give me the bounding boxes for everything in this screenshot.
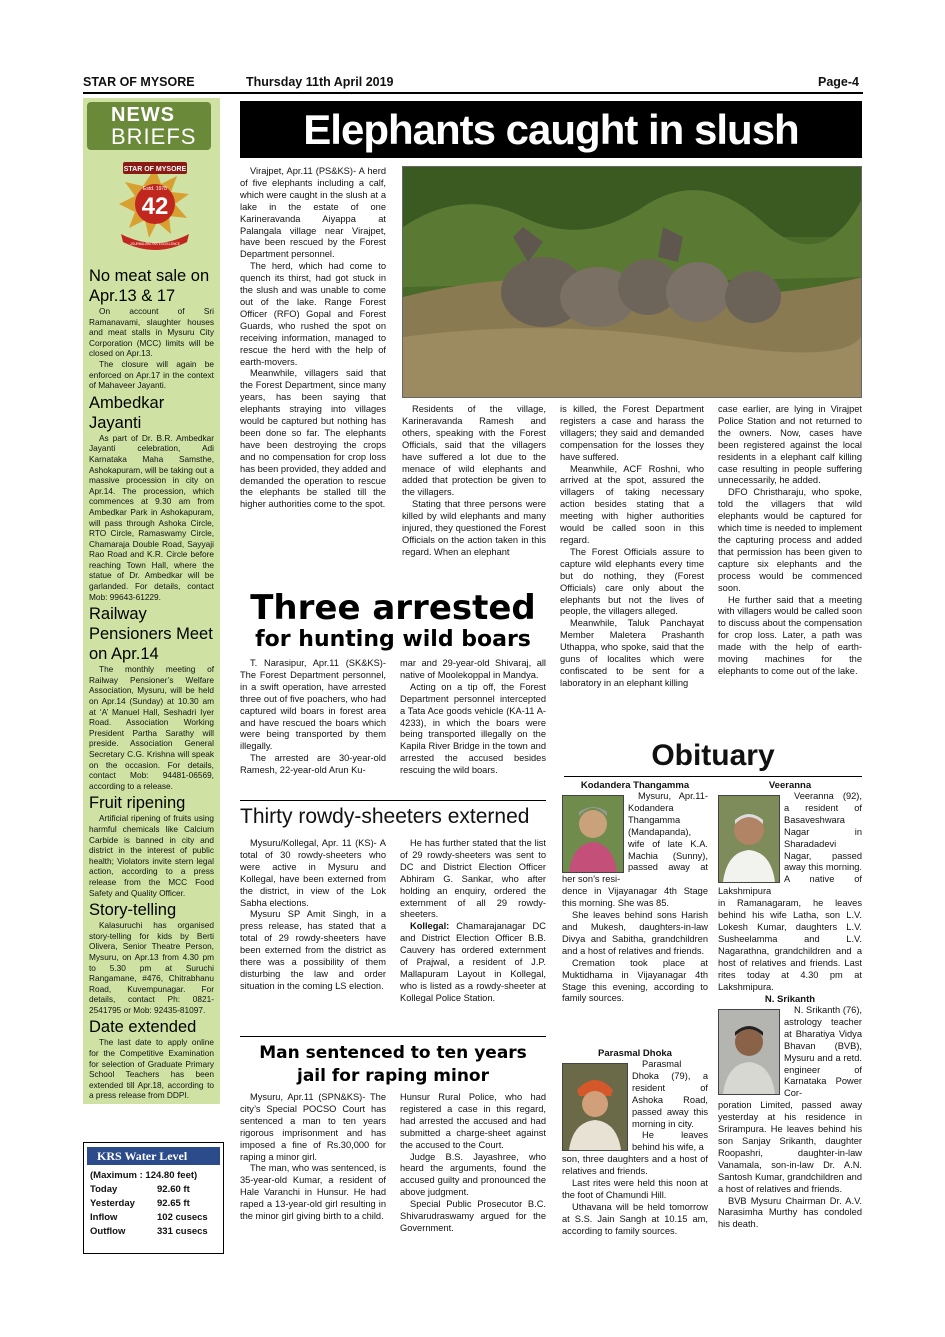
- obit-name: Kodandera Thangamma: [580, 780, 690, 791]
- rowdy-col-1: [240, 838, 386, 993]
- article-text: The herd, which had come to quench its thirst, had got stuck in the slush and was unable to come out of the lake. Range Forest Officer (RFO) Gopal and Forest Guards, who rushed the spot on receiving information, managed to rescue the herd with the help of earth-movers.: [240, 261, 386, 367]
- article-text: Hunsur Rural Police, who had registered a case in this regard, had arrested the accused and had submitted a charge-sheet against the accused to the Court.: [400, 1092, 546, 1150]
- obit-text: son, three daughters and a host of relatives and friends.: [562, 1154, 708, 1177]
- article-text: The arrested are 30-year-old Ramesh, 22-year-old Arun Ku-: [240, 753, 386, 776]
- arrest-col-2: [400, 658, 546, 777]
- article-text: Mysuru, Apr.11 (SPN&KS)- The city’s Special POCSO Court has sentenced a man to ten years rigorous imprisonment and has imposed a fine of Rs.30,000 for raping a minor girl.: [240, 1092, 386, 1162]
- issue-date: Thursday 11th April 2019: [246, 75, 394, 89]
- brief-railway: [83, 604, 220, 791]
- article-text: Special Public Prosecutor B.C. Shivarudraswamy argued for the Government.: [400, 1199, 546, 1233]
- obit-name: N. Srikanth: [764, 994, 816, 1005]
- brief-text: The closure will again be enforced on Apr.17 in the context of Mahaveer Jayanti.: [89, 358, 214, 391]
- krs-label: Inflow: [90, 1212, 118, 1223]
- obituary-title: Obituary: [651, 739, 775, 772]
- kodandera-photo: [562, 795, 624, 873]
- obit-text: She leaves behind sons Harish and Mukesh, daughters-in-law Divya and Sabitha, grandchildren and a host of relatives and friends.: [562, 910, 708, 956]
- kollegal-text: Chamarajanagar DC and District Election Officer B.B. Cauvery has ordered externment of Prajwal, a resident of J.P. Mallapuram Layout in Kollegal, who is listed as a rowdy-sheeter at Kollegal Police Station.: [400, 921, 546, 1003]
- person-portrait-icon: [563, 1064, 627, 1150]
- star-of-mysore-42-logo: [115, 160, 195, 256]
- brief-ambedkar: [83, 393, 220, 603]
- divider: [564, 776, 862, 777]
- obit-text: Uthavana will be held tomorrow at S.S. Jain Sangh at 10.15 am, according to family sources.: [562, 1201, 708, 1236]
- brief-text: The monthly meeting of Railway Pensioner’s Welfare Association, Mysuru, will be held on Apr.14 (Sunday) at 10.30 am at ‘A’ Manuel Hall, Seshadri Iyer Road. Association Working President Partha Sarathy will preside. Association General Secretary C.G. Krishna will speak on the occasion. For details, contact Mob: 94481-06569, according to a release.: [89, 664, 214, 791]
- article-text: Acting on a tip off, the Forest Department personnel intercepted a Tata Ace goods vehicle (KA-11 A-4233), in which the boars were being transported illegally on the Kapila River Bridge in the town and arrested the accused besides rescuing the wild boars.: [400, 681, 546, 776]
- elephant-col-1: [240, 166, 386, 511]
- obit-text: Last rites were held this noon at the foot of Chamundi Hill.: [562, 1178, 708, 1200]
- obit-srikanth: [718, 994, 862, 1231]
- minor-subheadline: jail for raping minor: [297, 1066, 489, 1086]
- article-text: Meanwhile, villagers said that the Forest Department, since many years, has been saying that elephants straying into villages would be captured but nothing has been done so far. The elephants have been destroying the crops and no compensation for crop loss has been provided, they added and demanded the operation to rescue the elephants be stalled till the higher authorities come to the spot.: [240, 368, 386, 510]
- article-text: The Forest Officials assure to capture wild elephants every time but do nothing, they (Forest Officials) care only about the elephants but not the lives of people, the villagers alleged.: [560, 546, 704, 617]
- page-number: Page-4: [818, 75, 859, 89]
- article-text: Meanwhile, Taluk Panchayat Member Maletera Prashanth Uthappa, who spoke, said that the guns of localites which were confiscated to be sent for a laboratory in an elephant killing: [560, 618, 704, 688]
- obit-veeranna: [718, 780, 862, 993]
- article-text: T. Narasipur, Apr.11 (SK&KS)- The Forest Department personnel, in a swift operation, have arrested three out of five poachers, who had captured wild boars in forest area and have rescued the boars which were being transported by them illegally.: [240, 658, 386, 752]
- elephants-photo: [402, 166, 862, 398]
- article-text: The man, who was sentenced, is 35-year-old Kumar, a resident of Hale Varanchi in Hunsur. He had raped a 13-year-old girl resulting in the minor girl giving birth to a child.: [240, 1163, 386, 1222]
- obit-text: He leaves behind his wife, a: [632, 1130, 708, 1153]
- brief-date: [83, 1017, 220, 1101]
- arrest-subheadline: for hunting wild boars: [255, 627, 531, 652]
- article-text: DFO Christharaju, who spoke, told the villagers that wild elephants would be captured for which time is needed to implement the capturing process and added that permission has been given to capture six elephants and the process would be commenced soon.: [718, 487, 862, 593]
- divider: [240, 800, 546, 801]
- obit-text: Veeranna (92), a resident of Basaveshwara Nagar in Sharadadevi Nagar, passed away this morning. A native of Lakshmipura: [718, 791, 862, 897]
- krs-water-level-box: [83, 1142, 224, 1254]
- header-rule: [83, 92, 863, 94]
- brief-title: Story-telling: [89, 901, 177, 920]
- minor-col-2: [400, 1092, 546, 1235]
- rowdy-col-2: [400, 838, 546, 1005]
- article-text: Virajpet, Apr.11 (PS&KS)- A herd of five elephants including a calf, which were caught in the slush at a lake in the estate of one Karineravanda Aiyappa at Palangala village near Virajpet, have been rescued by the Forest Department personnel.: [240, 166, 386, 260]
- obit-text: in Ramanagaram, he leaves behind his wife Latha, son L.V. Lokesh Kumar, daughters L.V. Susheelamma and L.V. Nagarathna, grandchildren and a host of relatives and friends. Last rites today at 4.30 pm at Lakshmipura.: [718, 898, 862, 992]
- obit-text: Mysuru, Apr.11- Kodandera Thangamma (Mandapanda), wife of late K.A. Machia (Sunny), passed away at her son’s resi-: [562, 791, 708, 885]
- brief-fruit: [83, 793, 220, 898]
- article-text: mar and 29-year-old Shivaraj, all native of Moolekoppal in Mandya.: [400, 658, 546, 680]
- article-text: case earlier, are lying in Virajpet Police Station and not returned to the owners. Now, cases have been registered against the local residents in a elephant calf killing case resulting in people suffering unnecessarily, he added.: [718, 404, 862, 486]
- krs-value: 92.60 ft: [157, 1184, 190, 1195]
- article-text: [400, 921, 546, 1004]
- news-briefs-badge: [87, 102, 211, 150]
- article-text: Mysuru SP Amit Singh, in a press release, has stated that a total of 29 rowdy-sheeters have been externed from the district as there was a possibility of them disturbing the law and order situation in the coming LS election.: [240, 909, 386, 991]
- brief-no-meat: [83, 266, 220, 391]
- logo-bottom-text: JOURNALISM PAR EXCELLENCE: [130, 242, 180, 246]
- brief-text: The last date to apply online for the Competitive Examination for selection of Graduate Primary School Teachers has been extended till Apr.18, according to a press release from DDPI.: [89, 1037, 214, 1101]
- krs-value: 102 cusecs: [157, 1212, 208, 1223]
- brief-title: Date extended: [89, 1018, 197, 1037]
- main-headline: Elephants caught in slush: [240, 101, 862, 158]
- obit-text: Parasmal Dhoka (79), a resident of Ashoka Road, passed away this morning in city.: [632, 1059, 708, 1129]
- article-text: is killed, the Forest Department registers a case and harass the villagers; they said and demanded compensation for the losses they have suffered.: [560, 404, 704, 462]
- obit-name: Veeranna: [768, 780, 812, 791]
- obit-text: poration Limited, passed away yesterday at his residence in Srirampura. He leaves behind his son Sanjay Srikanth, daughter Roopashri, daughter-in-law Vanamala, son-in-law Dr. A.N. Santosh Kumar, grandchildren and a host of relatives and friends.: [718, 1100, 862, 1194]
- brief-title: Railway Pensioners Meet on Apr.14: [89, 605, 213, 664]
- arrest-headline: Three arrested: [250, 588, 536, 628]
- brief-title: Ambedkar Jayanti: [89, 393, 165, 432]
- elephant-col-2: [402, 404, 546, 559]
- minor-headline: Man sentenced to ten years: [259, 1043, 527, 1063]
- person-portrait-icon: [563, 796, 623, 872]
- news-briefs-sidebar: [83, 98, 220, 1104]
- arrest-col-1: [240, 658, 386, 777]
- article-text: Judge B.S. Jayashree, who heard the arguments, found the accused guilty and pronounced the above judgment.: [400, 1151, 546, 1198]
- logo-est-text: Estd. 1978: [143, 186, 167, 192]
- obit-name: Parasmal Dhoka: [598, 1048, 672, 1059]
- elephant-col-3: [560, 404, 704, 690]
- badge-briefs: BRIEFS: [111, 124, 197, 149]
- kollegal-label: Kollegal:: [410, 921, 450, 932]
- krs-value: 92.65 ft: [157, 1198, 190, 1209]
- krs-label: Today: [90, 1184, 118, 1195]
- paper-name: STAR OF MYSORE: [83, 75, 195, 89]
- logo-top-text: STAR OF MYSORE: [123, 166, 187, 173]
- article-text: Meanwhile, ACF Roshni, who arrived at the spot, assured the villagers of taking necessary action besides stating that a meeting with higher authorities would be called soon in this regard.: [560, 463, 704, 545]
- krs-max: (Maximum : 124.80 feet): [90, 1170, 198, 1181]
- person-portrait-icon: [719, 1010, 779, 1094]
- article-text: Stating that three persons were killed by wild elephants and many injured, they questioned the Forest Officials on the action taken in this regard. When an elephant: [402, 499, 546, 557]
- veeranna-photo: [718, 795, 780, 883]
- obit-text: BVB Mysuru Chairman Dr. A.V. Narasimha Murthy has condoled his death.: [718, 1195, 862, 1230]
- badge-news: NEWS: [111, 104, 175, 126]
- brief-story: [83, 900, 220, 1015]
- obit-text: N. Srikanth (76), astrology teacher at Bharatiya Vidya Bhavan (BVB), Mysuru and a retd. engineer of Karnataka Power Cor-: [784, 1005, 862, 1099]
- article-text: Residents of the village, Karineravanda Ramesh and others, speaking with the Forest Officials, said that the villagers have suffered a lot due to the menace of wild elephants and added that protection be given to the villagers.: [402, 404, 546, 498]
- obit-parasmal: [562, 1048, 708, 1238]
- krs-label: Yesterday: [90, 1198, 135, 1209]
- minor-col-1: [240, 1092, 386, 1223]
- logo-number: 42: [141, 193, 169, 220]
- parasmal-photo: [562, 1063, 628, 1151]
- krs-label: Outflow: [90, 1226, 126, 1237]
- elephants-in-slush-image: [403, 167, 862, 398]
- obit-text: dence in Vijayanagar 4th Stage this morning. She was 85.: [562, 886, 708, 909]
- article-text: Mysuru/Kollegal, Apr. 11 (KS)- A total of 30 rowdy-sheeters who were active in Mysuru and Kollegal, have been externed from the district, in view of the Lok Sabha elections.: [240, 838, 386, 908]
- brief-text: Artificial ripening of fruits using harmful chemicals like Calcium Carbide is banned in city and district in the interest of public health; Violators invite stern legal action, according to a press release from the MCC Food Safety and Quality Officer.: [89, 813, 214, 898]
- rowdy-headline: Thirty rowdy-sheeters externed: [240, 805, 530, 828]
- brief-title: Fruit ripening: [89, 794, 186, 813]
- brief-title: No meat sale on Apr.13 & 17: [89, 267, 210, 305]
- srikanth-photo: [718, 1009, 780, 1095]
- divider: [240, 1036, 546, 1037]
- article-text: He has further stated that the list of 29 rowdy-sheeters was sent to DC and District Election Officer Abhiram G. Sankar, who after holding an enquiry, ordered the externment of all 29 rowdy-sheeters.: [400, 838, 546, 920]
- obit-kodandera: [562, 780, 708, 1005]
- obit-text: Cremation took place at Muktidhama in Vijayanagar 4th Stage this evening, according to family sources.: [562, 957, 708, 1004]
- elephant-col-4: [718, 404, 862, 678]
- briefs-list: [83, 264, 220, 1101]
- article-text: He further said that a meeting with villagers would be called soon to discuss about the compensation for crop loss. Later, a path was made with the help of earth-moving machines for the elephants to come out of the lake.: [718, 594, 862, 676]
- krs-title: KRS Water Level: [87, 1147, 220, 1165]
- brief-text: As part of Dr. B.R. Ambedkar Jayanti celebration, Adi Karnataka Maha Samsthe, Ashokapuram, will be taking out a massive procession in city on Apr.14. The procession, which commences at 9.30 am from Ambedkar Park in Ashokapuram, will pass through Ashoka Circle, RTO Circle, Ramaswamy Circle, Chamaraja Double Road, Sayyaji Rao Road and K.R. Circle before reaching Town Hall, where the statue of Dr. Ambedkar will be garlanded. For details, contact Mob: 99643-61229.: [89, 432, 214, 602]
- krs-value: 331 cusecs: [157, 1226, 208, 1237]
- brief-text: Kalasuruchi has organised story-telling for kids by Berti Olivera, Senior Theatre Person, Mysuru, on Apr.13 from 4.30 pm to 5.30 pm at Suruchi Rangamane, #476, Chitrabhanu Road, Kuvempunagar. For details, contact Ph: 0821-2541795 or Mob: 92435-81097.: [89, 920, 214, 1015]
- brief-text: On account of Sri Ramanavami, slaughter houses and meat stalls in Mysuru City Corporation (MCC) limits will be closed on Apr.13.: [89, 306, 214, 359]
- person-portrait-icon: [719, 796, 779, 882]
